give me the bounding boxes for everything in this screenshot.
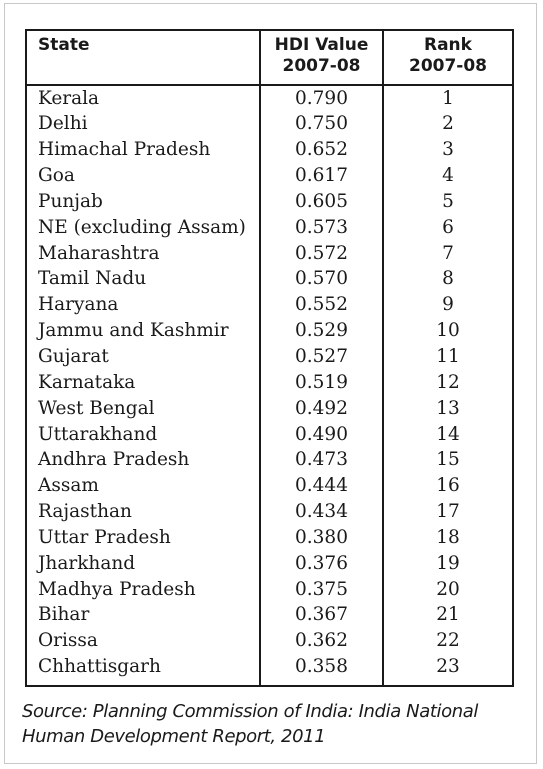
table-row — [26, 266, 513, 292]
table-row — [26, 163, 513, 189]
table-row — [26, 318, 513, 344]
cell-state: Jammu and Kashmir — [26, 318, 260, 344]
cell-state: Maharashtra — [26, 240, 260, 266]
cell-rank: 13 — [383, 395, 513, 421]
header-hdi-value — [260, 30, 383, 85]
cell-state: Uttarakhand — [26, 421, 260, 447]
table-row — [26, 189, 513, 215]
cell-hdi-value: 0.490 — [260, 421, 383, 447]
cell-rank: 3 — [383, 137, 513, 163]
cell-hdi-value: 0.529 — [260, 318, 383, 344]
cell-state: Himachal Pradesh — [26, 137, 260, 163]
cell-state: Uttar Pradesh — [26, 525, 260, 551]
cell-state: Punjab — [26, 189, 260, 215]
cell-hdi-value: 0.380 — [260, 525, 383, 551]
cell-hdi-value: 0.790 — [260, 85, 383, 111]
cell-hdi-value: 0.473 — [260, 447, 383, 473]
cell-hdi-value: 0.444 — [260, 473, 383, 499]
cell-hdi-value: 0.572 — [260, 240, 383, 266]
cell-hdi-value: 0.358 — [260, 654, 383, 686]
cell-rank: 11 — [383, 344, 513, 370]
cell-state: West Bengal — [26, 395, 260, 421]
cell-state: Kerala — [26, 85, 260, 111]
header-rank-label: Rank — [424, 35, 472, 55]
cell-rank: 4 — [383, 163, 513, 189]
cell-hdi-value: 0.519 — [260, 369, 383, 395]
cell-rank: 9 — [383, 292, 513, 318]
cell-state: Chhattisgarh — [26, 654, 260, 686]
cell-state: Karnataka — [26, 369, 260, 395]
cell-state: Delhi — [26, 111, 260, 137]
table-row — [26, 525, 513, 551]
source-line-2: Human Development Report, 2011 — [22, 726, 326, 747]
cell-rank: 8 — [383, 266, 513, 292]
table-row — [26, 292, 513, 318]
cell-rank: 17 — [383, 499, 513, 525]
table-row — [26, 628, 513, 654]
header-rank — [383, 30, 513, 85]
cell-rank: 5 — [383, 189, 513, 215]
cell-rank: 20 — [383, 576, 513, 602]
cell-hdi-value: 0.605 — [260, 189, 383, 215]
cell-state: Haryana — [26, 292, 260, 318]
cell-hdi-value: 0.617 — [260, 163, 383, 189]
table-row — [26, 499, 513, 525]
table-row — [26, 369, 513, 395]
table-header-row — [26, 30, 513, 85]
cell-hdi-value: 0.367 — [260, 602, 383, 628]
table-row — [26, 395, 513, 421]
cell-hdi-value: 0.552 — [260, 292, 383, 318]
table-row — [26, 421, 513, 447]
table-row — [26, 473, 513, 499]
cell-rank: 18 — [383, 525, 513, 551]
source-note — [22, 699, 522, 749]
table-row — [26, 576, 513, 602]
cell-hdi-value: 0.750 — [260, 111, 383, 137]
table-row — [26, 137, 513, 163]
header-state — [26, 30, 260, 85]
cell-rank: 15 — [383, 447, 513, 473]
cell-rank: 2 — [383, 111, 513, 137]
table-row — [26, 344, 513, 370]
table-row — [26, 85, 513, 111]
cell-state: Jharkhand — [26, 550, 260, 576]
cell-rank: 1 — [383, 85, 513, 111]
cell-state: Goa — [26, 163, 260, 189]
cell-state: Rajasthan — [26, 499, 260, 525]
cell-state: Andhra Pradesh — [26, 447, 260, 473]
cell-state: Orissa — [26, 628, 260, 654]
cell-rank: 6 — [383, 214, 513, 240]
table-row — [26, 240, 513, 266]
cell-state: Madhya Pradesh — [26, 576, 260, 602]
table-row — [26, 111, 513, 137]
header-rank-year: 2007-08 — [408, 56, 488, 76]
table-row — [26, 550, 513, 576]
table-row — [26, 602, 513, 628]
cell-rank: 22 — [383, 628, 513, 654]
cell-hdi-value: 0.376 — [260, 550, 383, 576]
source-line-1: Source: Planning Commission of India: India National — [22, 701, 478, 722]
cell-rank: 19 — [383, 550, 513, 576]
cell-rank: 23 — [383, 654, 513, 686]
cell-state: NE (excluding Assam) — [26, 214, 260, 240]
cell-hdi-value: 0.652 — [260, 137, 383, 163]
cell-state: Assam — [26, 473, 260, 499]
cell-state: Tamil Nadu — [26, 266, 260, 292]
header-hdi-year: 2007-08 — [282, 56, 361, 76]
cell-state: Gujarat — [26, 344, 260, 370]
table-body — [26, 85, 513, 686]
cell-hdi-value: 0.362 — [260, 628, 383, 654]
hdi-table — [25, 29, 514, 687]
cell-rank: 7 — [383, 240, 513, 266]
cell-hdi-value: 0.570 — [260, 266, 383, 292]
cell-rank: 16 — [383, 473, 513, 499]
cell-rank: 21 — [383, 602, 513, 628]
table-row — [26, 214, 513, 240]
cell-hdi-value: 0.492 — [260, 395, 383, 421]
cell-rank: 10 — [383, 318, 513, 344]
table-row — [26, 654, 513, 686]
cell-hdi-value: 0.573 — [260, 214, 383, 240]
cell-rank: 14 — [383, 421, 513, 447]
cell-state: Bihar — [26, 602, 260, 628]
cell-hdi-value: 0.527 — [260, 344, 383, 370]
header-state-label: State — [38, 35, 90, 55]
header-hdi-label: HDI Value — [274, 35, 369, 55]
cell-hdi-value: 0.375 — [260, 576, 383, 602]
table-row — [26, 447, 513, 473]
cell-hdi-value: 0.434 — [260, 499, 383, 525]
cell-rank: 12 — [383, 369, 513, 395]
